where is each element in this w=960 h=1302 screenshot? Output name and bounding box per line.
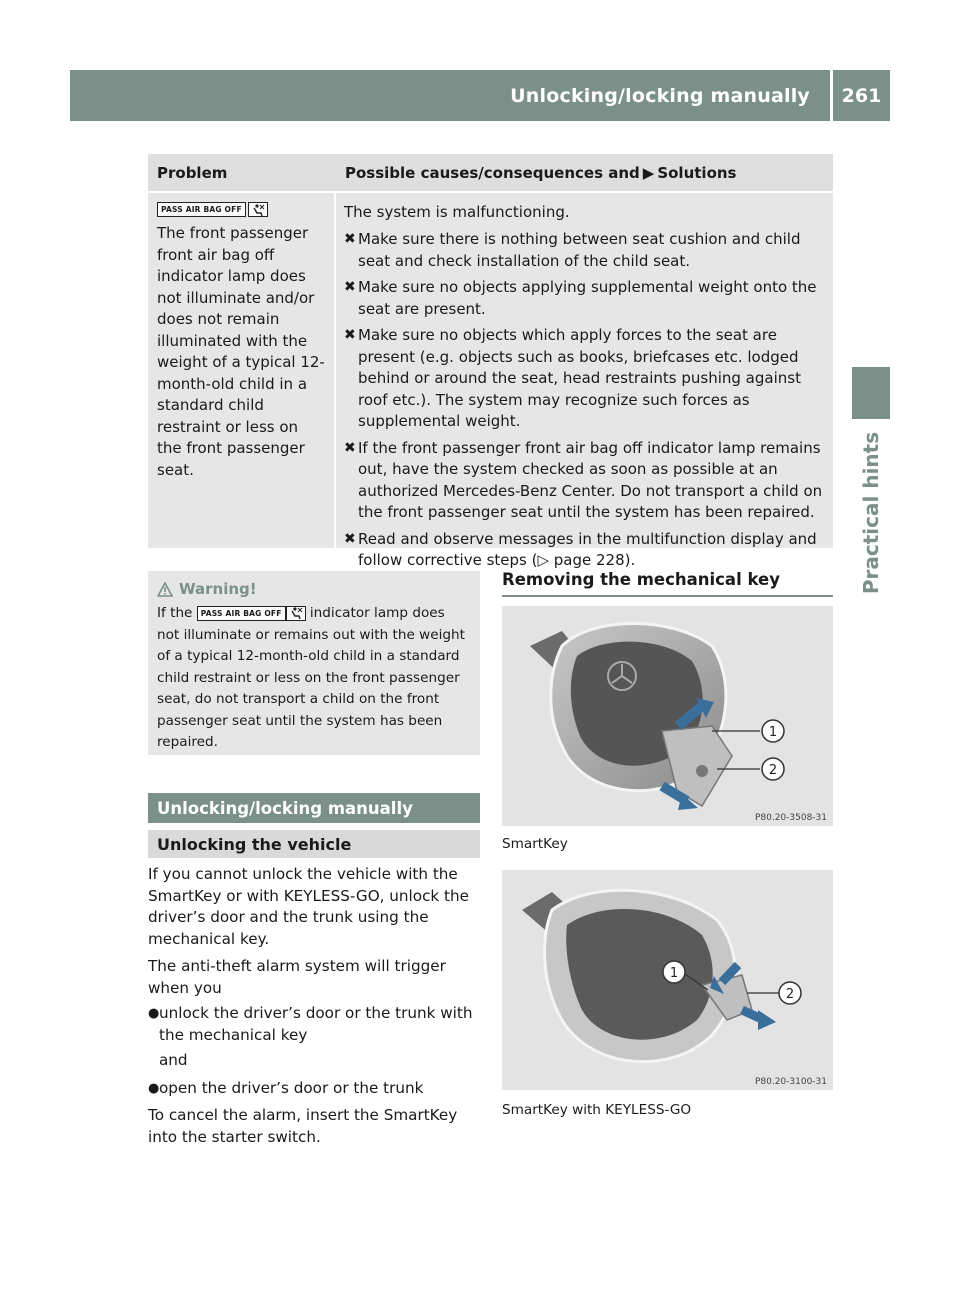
- system-status: The system is malfunctioning.: [344, 203, 570, 221]
- paragraph: If you cannot unlock the vehicle with the SmartKey or with KEYLESS-GO, unlock the driver’s door and the trunk using the mechanical key.: [148, 865, 469, 948]
- list-item: ● open the driver’s door or the trunk: [148, 1078, 483, 1100]
- child-seat-airbag-icon: [286, 606, 306, 621]
- removing-heading: Removing the mechanical key: [502, 570, 833, 597]
- bullet-icon: ●: [148, 1006, 160, 1021]
- side-tab-marker: [852, 367, 890, 419]
- warning-triangle-icon: [157, 582, 173, 597]
- warning-text: If the PASS AIR BAG OFF indicator lamp does not illuminate or remains out with the weight of a typical 12-month-old child in a standard child restraint or less on the front passenger seat, do not transport a child on the front passenger seat until the system has been repaired.: [157, 605, 465, 750]
- page-title: Unlocking/locking manually: [510, 84, 810, 107]
- paragraph: To cancel the alarm, insert the SmartKey into the starter switch.: [148, 1106, 458, 1146]
- subsection-heading: Unlocking the vehicle: [148, 830, 480, 858]
- side-tab: [852, 428, 890, 598]
- header-solutions: [336, 154, 833, 191]
- table-row: [148, 193, 833, 569]
- paragraph: The anti-theft alarm system will trigger when you: [148, 957, 446, 997]
- callout-1: 1: [768, 725, 778, 740]
- header-solutions-text: Possible causes/consequences and: [345, 163, 640, 182]
- keyless-go-figure: [502, 870, 833, 1090]
- solution-item: ✖ Make sure there is nothing between seat cushion and child seat and check installation of the child seat.: [344, 229, 825, 272]
- section-body: [148, 864, 483, 1154]
- smartkey-figure: [502, 606, 833, 826]
- warning-header: [157, 577, 471, 601]
- solution-item: ✖ Make sure no objects which apply forces to the seat are present (e.g. objects such as books, briefcases etc. lodged behind or around the seat, head restraints pushing against roof etc.). The system may recognize such forces as supplemental weight.: [344, 325, 825, 433]
- child-seat-airbag-icon: [248, 202, 268, 217]
- action-arrow-icon: ✖: [344, 530, 356, 547]
- conjunction: and: [159, 1051, 188, 1069]
- solution-item: ✖ Read and observe messages in the multifunction display and follow corrective steps (▷ page 228).: [344, 529, 825, 572]
- troubleshooting-table: [148, 154, 833, 569]
- indicator-lamps: [157, 202, 325, 217]
- figure-caption: SmartKey: [502, 836, 568, 852]
- action-arrow-icon: ✖: [344, 439, 356, 456]
- table-header: [148, 154, 833, 193]
- header-solutions-label: Solutions: [657, 163, 737, 182]
- action-arrow-icon: ✖: [344, 231, 356, 247]
- action-arrow-icon: ✖: [344, 279, 356, 295]
- problem-description: The front passenger front air bag off indicator lamp does not illuminate and/or does not remain illuminated with the weight of a typical 12-month-old child in a standard child restraint or less on the front passenger seat.: [157, 224, 325, 479]
- callout-2: 2: [785, 987, 795, 1002]
- solutions-cell: [336, 193, 833, 569]
- action-arrow-icon: ✖: [344, 327, 356, 343]
- callout-1: 1: [669, 966, 679, 981]
- figure-caption: SmartKey with KEYLESS-GO: [502, 1102, 692, 1118]
- solution-item: ✖ Make sure no objects applying supplemental weight onto the seat are present.: [344, 277, 825, 320]
- figure-code: P80.20-3508-31: [754, 813, 827, 823]
- step-arrow-icon: ▶: [642, 163, 655, 182]
- pass-air-bag-off-icon: PASS AIR BAG OFF: [157, 202, 246, 217]
- bullet-icon: ●: [148, 1080, 160, 1096]
- header-problem: Problem: [157, 163, 228, 182]
- section-heading: Unlocking/locking manually: [148, 793, 480, 823]
- warning-box: [148, 571, 480, 755]
- page-number: 261: [841, 84, 882, 107]
- solution-item: ✖ If the front passenger front air bag off indicator lamp remains out, have the system checked as soon as possible at an authorized Mercedes-Benz Center. Do not transport a child on the front passenger seat until the system has been repaired.: [344, 438, 825, 524]
- pass-air-bag-off-icon: PASS AIR BAG OFF: [197, 606, 286, 621]
- warning-title: Warning!: [179, 580, 257, 598]
- side-tab-label: Practical hints: [859, 431, 884, 595]
- callout-2: 2: [768, 763, 778, 778]
- list-item: ● unlock the driver’s door or the trunk with the mechanical key: [148, 1003, 483, 1046]
- problem-cell: [148, 193, 336, 548]
- figure-code: P80.20-3100-31: [754, 1077, 827, 1087]
